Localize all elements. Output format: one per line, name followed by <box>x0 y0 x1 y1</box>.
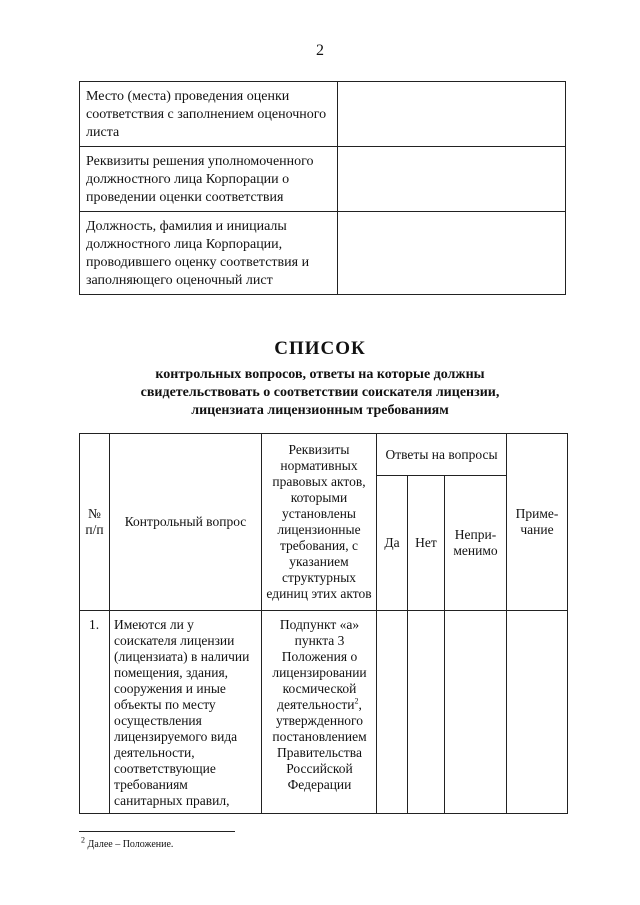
row-answer-no <box>408 611 445 814</box>
footnote-text: Далее – Положение. <box>85 839 174 850</box>
list-title: СПИСОК <box>274 338 366 359</box>
info-value-location <box>338 82 566 147</box>
row-answer-yes <box>377 611 408 814</box>
info-value-official <box>338 212 566 295</box>
footnote-marker: 2 <box>81 835 85 845</box>
info-label-official: Должность, фамилия и инициалы должностного лица Корпорации, проводившего оценку соответствия и заполняющего оценочный лист <box>80 212 338 295</box>
footnote-divider <box>79 831 235 832</box>
info-label-decision: Реквизиты решения уполномоченного должностного лица Корпорации о проведении оценки соответствия <box>80 147 338 212</box>
row-requisites-main: Подпункт «а» пункта 3 Положения о лицензировании космической деятельности <box>272 617 367 712</box>
info-row-location <box>80 82 566 147</box>
list-subtitle: контрольных вопросов, ответы на которые должны свидетельствовать о соответствии соискателя лицензии, лицензиата лицензионным требованиям <box>140 367 500 418</box>
row-answer-not-applicable <box>445 611 507 814</box>
header-number: № п/п <box>80 434 110 611</box>
header-note: Приме-чание <box>507 434 568 611</box>
header-question: Контрольный вопрос <box>110 434 262 611</box>
row-number: 1. <box>80 611 110 814</box>
header-not-applicable: Непри-менимо <box>445 476 507 611</box>
checklist-header-row <box>80 434 568 476</box>
header-answers-group: Ответы на вопросы <box>377 434 507 476</box>
page-number: 2 <box>316 42 324 59</box>
checklist-table <box>79 433 568 814</box>
row-note <box>507 611 568 814</box>
table-row <box>80 611 568 814</box>
row-requisites-footnote-marker: 2 <box>354 696 359 706</box>
info-row-official <box>80 212 566 295</box>
info-row-decision <box>80 147 566 212</box>
info-label-location: Место (места) проведения оценки соответствия с заполнением оценочного листа <box>80 82 338 147</box>
header-requisites: Реквизиты нормативных правовых актов, которыми установлены лицензионные требования, с указанием структурных единиц этих актов <box>262 434 377 611</box>
info-value-decision <box>338 147 566 212</box>
row-requisites-tail: , утвержденного постановлением Правительства Российской Федерации <box>272 697 367 792</box>
row-requisites <box>262 611 377 814</box>
info-table <box>79 81 566 295</box>
row-question: Имеются ли у соискателя лицензии (лицензиата) в наличии помещения, здания, сооружения и иные объекты по месту осуществления лицензируемого вида деятельности, соответствующие требованиям санитарных правил, <box>110 611 262 814</box>
header-no: Нет <box>408 476 445 611</box>
header-yes: Да <box>377 476 408 611</box>
footnote <box>81 835 174 850</box>
